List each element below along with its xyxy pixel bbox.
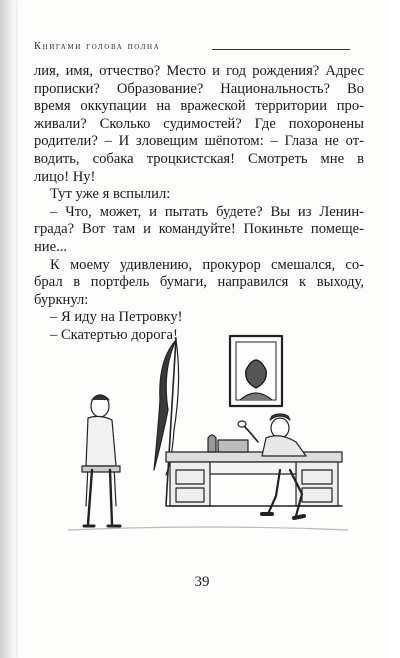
body-text xyxy=(34,63,364,345)
text-line: прописки? Образование? Национальность? Во xyxy=(34,80,364,97)
text-line: – Я иду на Петровку! xyxy=(50,309,183,326)
text-line: буркнул: xyxy=(34,291,89,308)
text-line: Тут уже я вспылил: xyxy=(50,186,171,203)
visitor-figure xyxy=(82,395,120,526)
text-line: К моему удивлению, прокурор смешался, со- xyxy=(50,256,364,273)
text-line: водить, собака троцкистская! Смотреть мне в xyxy=(34,150,364,167)
text-line: живали? Сколько судимостей? Где похоронены xyxy=(34,115,364,132)
desk xyxy=(166,452,342,506)
text-line: время оккупации на вражеской территории про- xyxy=(34,98,364,115)
book-gutter xyxy=(0,0,18,658)
lamp xyxy=(208,435,216,452)
text-line: лия, имя, отчество? Место и год рождения? Адрес xyxy=(34,63,364,79)
running-title: Книгами голова полна xyxy=(34,41,161,52)
text-line: лицо! Ну! xyxy=(34,168,96,185)
book-page xyxy=(18,0,386,658)
text-line: ние... xyxy=(34,238,68,255)
text-line: града? Вот там и командуйте! Покиньте помеще- xyxy=(34,221,364,238)
running-header xyxy=(34,41,364,55)
portrait-frame xyxy=(230,336,282,406)
text-line: родители? – И зловещим шёпотом: – Глаза не от- xyxy=(34,133,364,150)
office-illustration xyxy=(58,330,358,540)
text-line: – Скатертью дорога! xyxy=(50,326,178,343)
page-number: 39 xyxy=(194,574,210,590)
text-line: – Что, может, и пытать будете? Вы из Ленин- xyxy=(50,203,364,220)
text-line: брал в портфель бумаги, направился к выходу, xyxy=(34,274,364,291)
papers xyxy=(218,440,248,452)
header-rule xyxy=(212,49,350,50)
